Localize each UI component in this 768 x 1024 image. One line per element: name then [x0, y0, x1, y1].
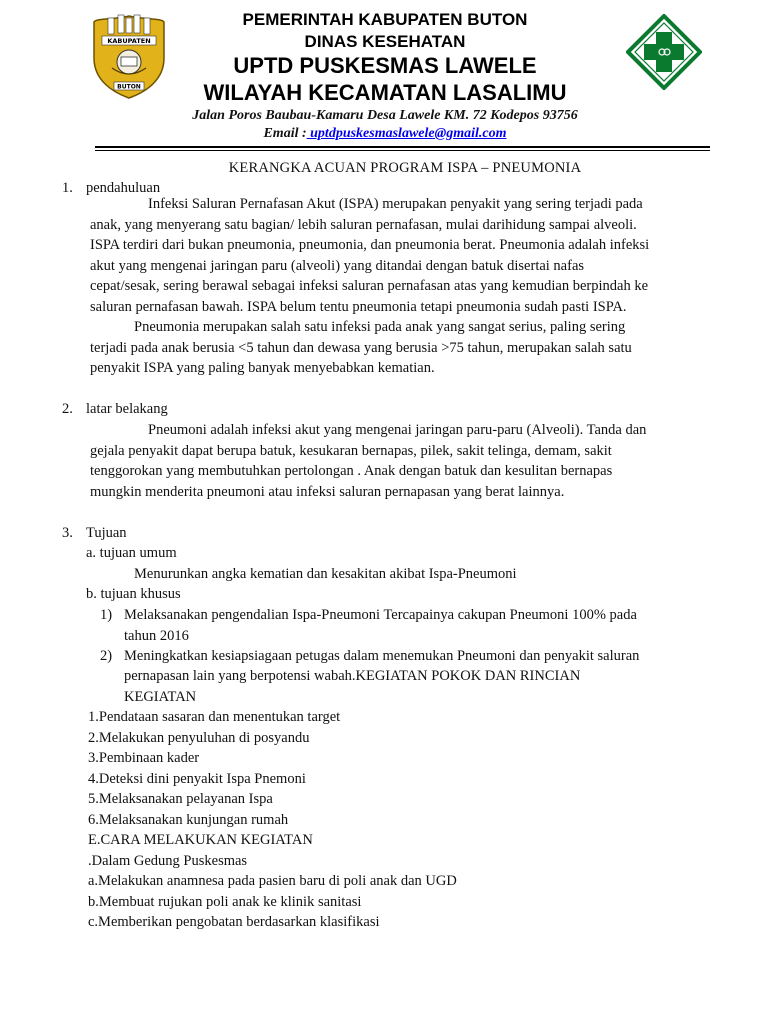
- header-government: PEMERINTAH KABUPATEN BUTON: [242, 10, 528, 29]
- cara-kegiatan-item: .Dalam Gedung Puskesmas: [88, 853, 248, 869]
- tujuan-khusus-1-line: tahun 2016: [124, 628, 189, 644]
- header-department: DINAS KESEHATAN: [304, 32, 466, 51]
- header-divider-thick: [95, 146, 710, 148]
- section-1-p2-line: Pneumonia merupakan salah satu infeksi pada anak yang sangat serius, paling sering: [134, 319, 626, 335]
- kegiatan-item: 3.Pembinaan kader: [88, 750, 200, 766]
- section-1-heading: pendahuluan: [86, 180, 161, 196]
- header-divider-thin: [95, 150, 710, 151]
- section-2-heading: latar belakang: [86, 401, 168, 417]
- logo-text-top: KABUPATEN: [107, 37, 151, 45]
- kegiatan-item: 6.Melaksanakan kunjungan rumah: [88, 812, 289, 828]
- tujuan-khusus-2-line: pernapasan lain yang berpotensi wabah.KEGIATAN POKOK DAN RINCIAN: [124, 668, 581, 684]
- kegiatan-item: 5.Melaksanakan pelayanan Ispa: [88, 791, 273, 807]
- section-1-p2-line: penyakit ISPA yang paling banyak menyebabkan kematian.: [90, 360, 435, 376]
- section-2-line: mungkin menderita pneumoni atau infeksi saluran pernapasan yang berat lainnya.: [90, 484, 565, 500]
- puskesmas-cross-logo: [626, 14, 702, 90]
- tujuan-khusus-2-line: Meningkatkan kesiapsiagaan petugas dalam menemukan Pneumoni dan penyakit saluran: [124, 648, 640, 664]
- section-1-p1-line: cepat/sesak, sering berawal sebagai infeksi saluran pernafasan atas yang kemudian berpindah ke: [90, 278, 649, 294]
- section-1-p1-line: ISPA terdiri dari bukan pneumonia, pneumonia, dan pneumonia berat. Pneumonia adalah infeksi: [90, 237, 650, 253]
- tujuan-umum-label: a. tujuan umum: [86, 545, 177, 561]
- section-1-p1-line: saluran pernafasan bawah. ISPA belum tentu pneumonia tetapi pneumonia sudah pasti ISPA.: [90, 299, 627, 315]
- header-address: Jalan Poros Baubau-Kamaru Desa Lawele KM. 72 Kodepos 93756: [192, 108, 578, 123]
- section-2-line: tenggorokan yang membutuhkan pertolongan . Anak dengan batuk dan kesulitan bernapas: [90, 463, 613, 479]
- tujuan-umum-text: Menurunkan angka kematian dan kesakitan akibat Ispa-Pneumoni: [134, 566, 517, 582]
- cara-kegiatan-item: b.Membuat rujukan poli anak ke klinik sanitasi: [88, 894, 362, 910]
- document-title: KERANGKA ACUAN PROGRAM ISPA – PNEUMONIA: [228, 160, 582, 176]
- cara-kegiatan-item: c.Memberikan pengobatan berdasarkan klasifikasi: [88, 914, 380, 930]
- email-label: Email :: [263, 126, 307, 141]
- section-1-p1-line: Infeksi Saluran Pernafasan Akut (ISPA) merupakan penyakit yang sering terjadi pada: [148, 196, 643, 212]
- cara-kegiatan-item: a.Melakukan anamnesa pada pasien baru di poli anak dan UGD: [88, 873, 457, 889]
- email-link[interactable]: uptdpuskesmaslawele@gmail.com: [306, 126, 507, 141]
- section-1-p1-line: anak, yang menyerang satu bagian/ lebih saluran pernafasan, mulai darihidung sampai alveoli.: [90, 217, 637, 233]
- tujuan-khusus-2-line: KEGIATAN: [124, 689, 197, 705]
- logo-text-bottom: BUTON: [117, 83, 141, 91]
- kegiatan-item: 1.Pendataan sasaran dan menentukan target: [88, 709, 341, 725]
- kegiatan-item: 2.Melakukan penyuluhan di posyandu: [88, 730, 310, 746]
- tujuan-khusus-label: b. tujuan khusus: [86, 586, 181, 602]
- header-region: WILAYAH KECAMATAN LASALIMU: [203, 80, 567, 105]
- section-3-heading: Tujuan: [86, 525, 127, 541]
- header-institution: UPTD PUSKESMAS LAWELE: [233, 53, 537, 78]
- section-2-line: gejala penyakit dapat berupa batuk, kesukaran bernapas, pilek, sakit telinga, demam, sakit: [90, 443, 612, 459]
- section-2-line: Pneumoni adalah infeksi akut yang mengenai jaringan paru-paru (Alveoli). Tanda dan: [148, 422, 647, 438]
- cara-kegiatan-heading: E.CARA MELAKUKAN KEGIATAN: [88, 832, 313, 848]
- tujuan-khusus-2-number: 2): [100, 648, 113, 664]
- tujuan-khusus-1-number: 1): [100, 607, 113, 623]
- tujuan-khusus-1-line: Melaksanakan pengendalian Ispa-Pneumoni Tercapainya cakupan Pneumoni 100% pada: [124, 607, 637, 623]
- section-3-number: 3.: [62, 525, 73, 541]
- header-email-line: [150, 126, 620, 142]
- section-2-number: 2.: [62, 401, 73, 417]
- section-1-p1-line: akut yang mengenai jaringan paru (alveoli) yang ditandai dengan batuk disertai nafas: [90, 258, 585, 274]
- section-1-p2-line: terjadi pada anak berusia <5 tahun dan dewasa yang berusia >75 tahun, merupakan salah satu: [90, 340, 632, 356]
- kegiatan-item: 4.Deteksi dini penyakit Ispa Pnemoni: [88, 771, 306, 787]
- section-1-number: 1.: [62, 180, 73, 196]
